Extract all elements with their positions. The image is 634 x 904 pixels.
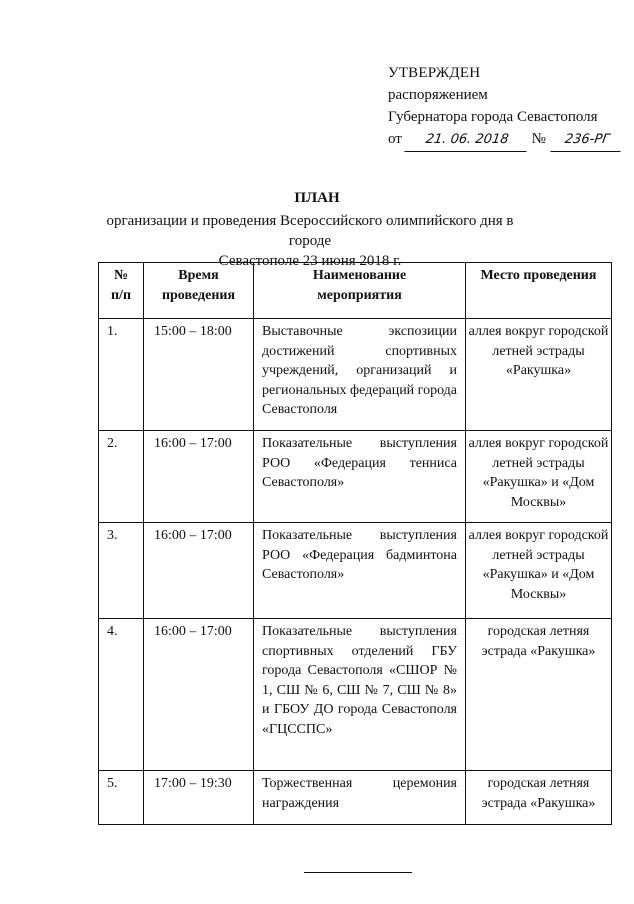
row-place: городская летняя эстрада «Ракушка» [466,771,612,825]
approval-signature-line [388,128,622,152]
header-time [144,263,254,319]
row-name: Торжественная церемония награждения [254,771,466,825]
approval-block [388,62,622,152]
row-time: 16:00 – 17:00 [144,431,254,523]
row-num: 2. [99,431,144,523]
row-time: 16:00 – 17:00 [144,523,254,619]
table-row [99,523,612,619]
handwritten-date: 21. 06. 2018 [404,129,529,152]
row-num: 4. [99,619,144,771]
footer-divider [304,872,412,873]
row-time: 16:00 – 17:00 [144,619,254,771]
table-row [99,619,612,771]
row-time: 15:00 – 18:00 [144,319,254,431]
header-time-line-1: Время [178,268,219,283]
date-prefix: от [388,131,402,147]
header-name [254,263,466,319]
row-time: 17:00 – 19:30 [144,771,254,825]
approval-heading: УТВЕРЖДЕН [388,65,481,81]
table-row [99,771,612,825]
approval-line-1: распоряжением [388,87,488,103]
header-num-line-1: № [113,268,129,283]
row-place: городская летняя эстрада «Ракушка» [466,619,612,771]
plan-subtitle-line-2: Севастополе 23 июня 2018 г. [218,253,402,269]
number-prefix: № [531,131,546,147]
header-name-line-2: мероприятия [317,287,402,303]
header-num-line-2: п/п [110,287,132,303]
row-num: 3. [99,523,144,619]
row-place: аллея вокруг городской летней эстрады «Ракушка» [466,319,612,431]
row-place: аллея вокруг городской летней эстрады «Ракушка» и «Дом Москвы» [466,523,612,619]
table-row [99,319,612,431]
approval-line-2: Губернатора города Севастополя [388,109,598,125]
table-row [99,431,612,523]
header-name-line-1: Наименование [312,268,407,283]
row-num: 1. [99,319,144,431]
row-name: Показательные выступления спортивных отделений ГБУ города Севастополя «СШОР № 1, СШ № 6, СШ № 7, СШ № 8» и ГБОУ ДО города Севастополя «ГЦССПС» [254,619,466,771]
plan-subtitle-line-1: организации и проведения Всероссийского олимпийского дня в городе [106,213,514,249]
row-name: Показательные выступления РОО «Федерация тенниса Севастополя» [254,431,466,523]
row-num: 5. [99,771,144,825]
plan-title: ПЛАН [294,190,340,206]
events-table [98,262,612,825]
row-name: Показательные выступления РОО «Федерация бадминтона Севастополя» [254,523,466,619]
header-place: Место проведения [466,263,612,319]
row-place: аллея вокруг городской летней эстрады «Ракушка» и «Дом Москвы» [466,431,612,523]
header-num [99,263,144,319]
header-time-line-2: проведения [161,287,236,303]
table-header-row [99,263,612,319]
row-name: Выставочные экспозиции достижений спортивных учреждений, организаций и региональных федераций города Севастополя [254,319,466,431]
handwritten-number: 236-РГ [550,129,623,152]
